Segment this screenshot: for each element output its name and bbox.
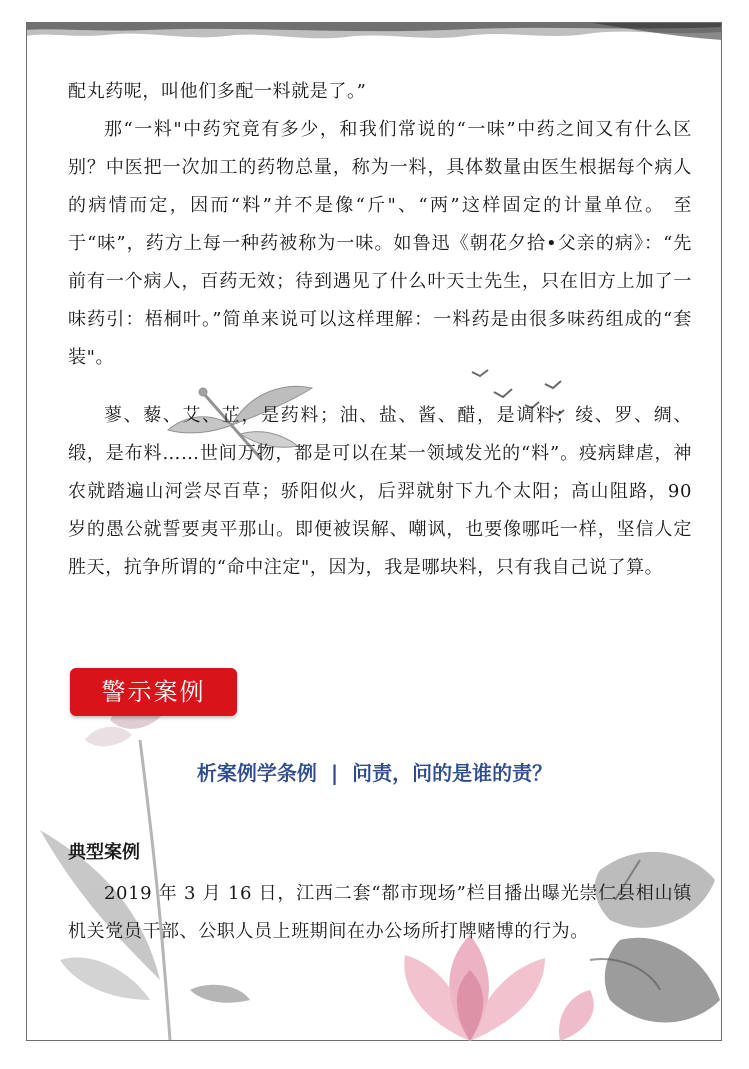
paragraph-1: 配丸药呢，叫他们多配一料就是了。” bbox=[68, 81, 367, 102]
case-heading: 典型案例 bbox=[68, 842, 140, 863]
paragraph-2: 那“一料"中药究竟有多少，和我们常说的“一味”中药之间又有什么区别？中医把一次加工的药物总量，称为一料，具体数量由医生根据每个病人的病情而定，因而“料”并不是像“斤"、“两”这样固定的计量单位。 至于“味”，药方上每一种药被称为一味。如鲁迅《朝花夕拾•父亲的病》：“先前有一个病人，百药无效；待到遇见了什么叶天士先生，只在旧方上加了一味药引：梧桐叶。”简单来说可以这样理解：一料药是由很多味药组成的“套装"。 bbox=[68, 119, 692, 368]
subtitle-left: 析案例学条例 bbox=[196, 761, 317, 785]
warning-case-tag: 警示案例 bbox=[70, 668, 237, 716]
case-paragraph: 2019 年 3 月 16 日，江西二套“都市现场”栏目播出曝光崇仁县相山镇机关党员干部、公职人员上班期间在办公场所打牌赌博的行为。 bbox=[68, 883, 692, 942]
subtitle-separator: | bbox=[330, 761, 339, 785]
subtitle-right: 问责，问的是谁的责？ bbox=[352, 761, 553, 785]
section-subtitle bbox=[0, 758, 749, 788]
lotus-stems-left bbox=[40, 702, 250, 1040]
paragraph-3: 蓼、藜、艾、芷，是药料；油、盐、酱、醋，是调料；绫、罗、绸、缎，是布料……世间万物，都是可以在某一领域发光的“料”。疫病肆虐，神农就踏遍山河尝尽百草；骄阳似火，后羿就射下九个太阳；高山阻路，90 岁的愚公就誓要夷平那山。即便被误解、嘲讽，也要像哪吒一样，坚信人定胜天，抗争所谓的“命中注定"，因为，我是哪块料，只有我自己说了算。 bbox=[68, 405, 692, 578]
